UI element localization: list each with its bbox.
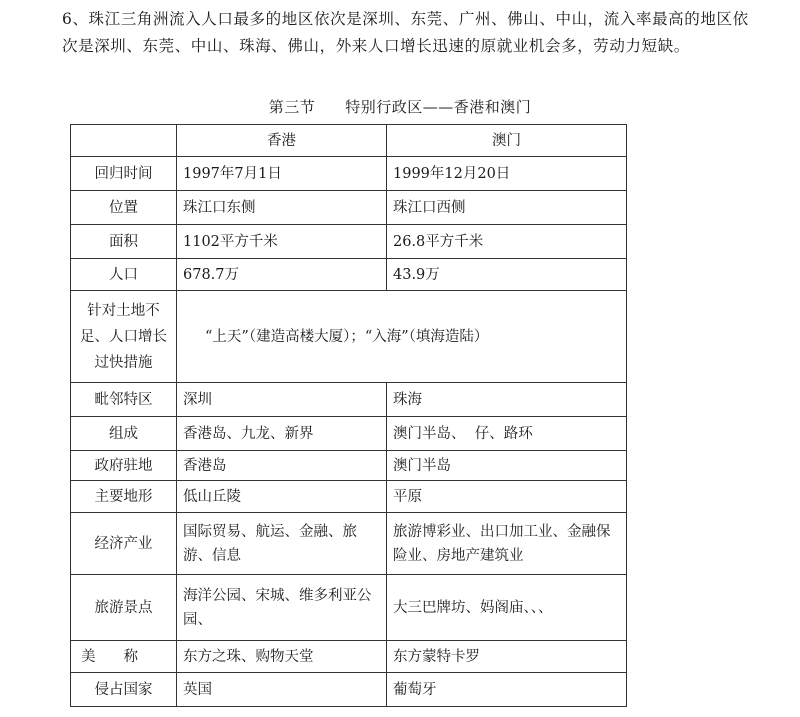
table-row — [71, 191, 627, 225]
section-title — [0, 96, 800, 117]
table-header-cell — [71, 125, 177, 157]
table-row — [71, 383, 627, 417]
table-row — [71, 673, 627, 707]
table-cell: 葡萄牙 — [387, 673, 627, 707]
table-cell: 678.7万 — [177, 259, 387, 291]
row-label: 主要地形 — [71, 481, 177, 513]
table-row — [71, 291, 627, 383]
row-label: 经济产业 — [71, 513, 177, 575]
table-row — [71, 225, 627, 259]
table-cell: 大三巴牌坊、妈阁庙、、、 — [387, 575, 627, 641]
comparison-table — [70, 124, 627, 707]
table-cell: 低山丘陵 — [177, 481, 387, 513]
table-cell: 1102平方千米 — [177, 225, 387, 259]
table-row — [71, 513, 627, 575]
table-cell: 英国 — [177, 673, 387, 707]
table-cell: 旅游博彩业、出口加工业、金融保险业、房地产建筑业 — [387, 513, 627, 575]
table-row — [71, 481, 627, 513]
table-row — [71, 575, 627, 641]
table-header-cell: 香港 — [177, 125, 387, 157]
table-header-cell: 澳门 — [387, 125, 627, 157]
table-cell: 26.8平方千米 — [387, 225, 627, 259]
table-merged-cell: “上天”（建造高楼大厦）；“入海”（填海造陆） — [177, 291, 627, 383]
intro-paragraph: 6、珠江三角洲流入人口最多的地区依次是深圳、东莞、广州、佛山、中山，流入率最高的地区依次是深圳、东莞、中山、珠海、佛山，外来人口增长迅速的原就业机会多，劳动力短缺。 — [62, 10, 749, 55]
row-label: 政府驻地 — [71, 451, 177, 481]
table-cell: 国际贸易、航运、金融、旅游、信息 — [177, 513, 387, 575]
table-row — [71, 641, 627, 673]
table-cell: 平原 — [387, 481, 627, 513]
row-label: 旅游景点 — [71, 575, 177, 641]
table-cell: 珠海 — [387, 383, 627, 417]
row-label: 毗邻特区 — [71, 383, 177, 417]
table-cell: 43.9万 — [387, 259, 627, 291]
table-row — [71, 157, 627, 191]
section-number: 第三节 — [268, 98, 316, 116]
row-label: 回归时间 — [71, 157, 177, 191]
table-row — [71, 259, 627, 291]
table-cell: 珠江口东侧 — [177, 191, 387, 225]
table-cell: 香港岛、九龙、新界 — [177, 417, 387, 451]
row-label-text: 美称 — [81, 648, 166, 665]
section-heading: 特别行政区——香港和澳门 — [345, 98, 532, 116]
table-cell: 东方蒙特卡罗 — [387, 641, 627, 673]
row-label: 侵占国家 — [71, 673, 177, 707]
row-label: 人口 — [71, 259, 177, 291]
row-label — [71, 641, 177, 673]
table-cell: 香港岛 — [177, 451, 387, 481]
table-row — [71, 417, 627, 451]
table-cell: 珠江口西侧 — [387, 191, 627, 225]
table-cell: 1999年12月20日 — [387, 157, 627, 191]
table-row — [71, 451, 627, 481]
table-header-row — [71, 125, 627, 157]
row-label: 位置 — [71, 191, 177, 225]
table-cell: 1997年7月1日 — [177, 157, 387, 191]
table-cell: 澳门半岛、 仔、路环 — [387, 417, 627, 451]
table-cell: 东方之珠、购物天堂 — [177, 641, 387, 673]
table-cell: 深圳 — [177, 383, 387, 417]
row-label: 面积 — [71, 225, 177, 259]
row-label: 针对土地不足、人口增长过快措施 — [71, 291, 177, 383]
table-cell: 澳门半岛 — [387, 451, 627, 481]
row-label: 组成 — [71, 417, 177, 451]
table-cell: 海洋公园、宋城、维多利亚公园、 — [177, 575, 387, 641]
